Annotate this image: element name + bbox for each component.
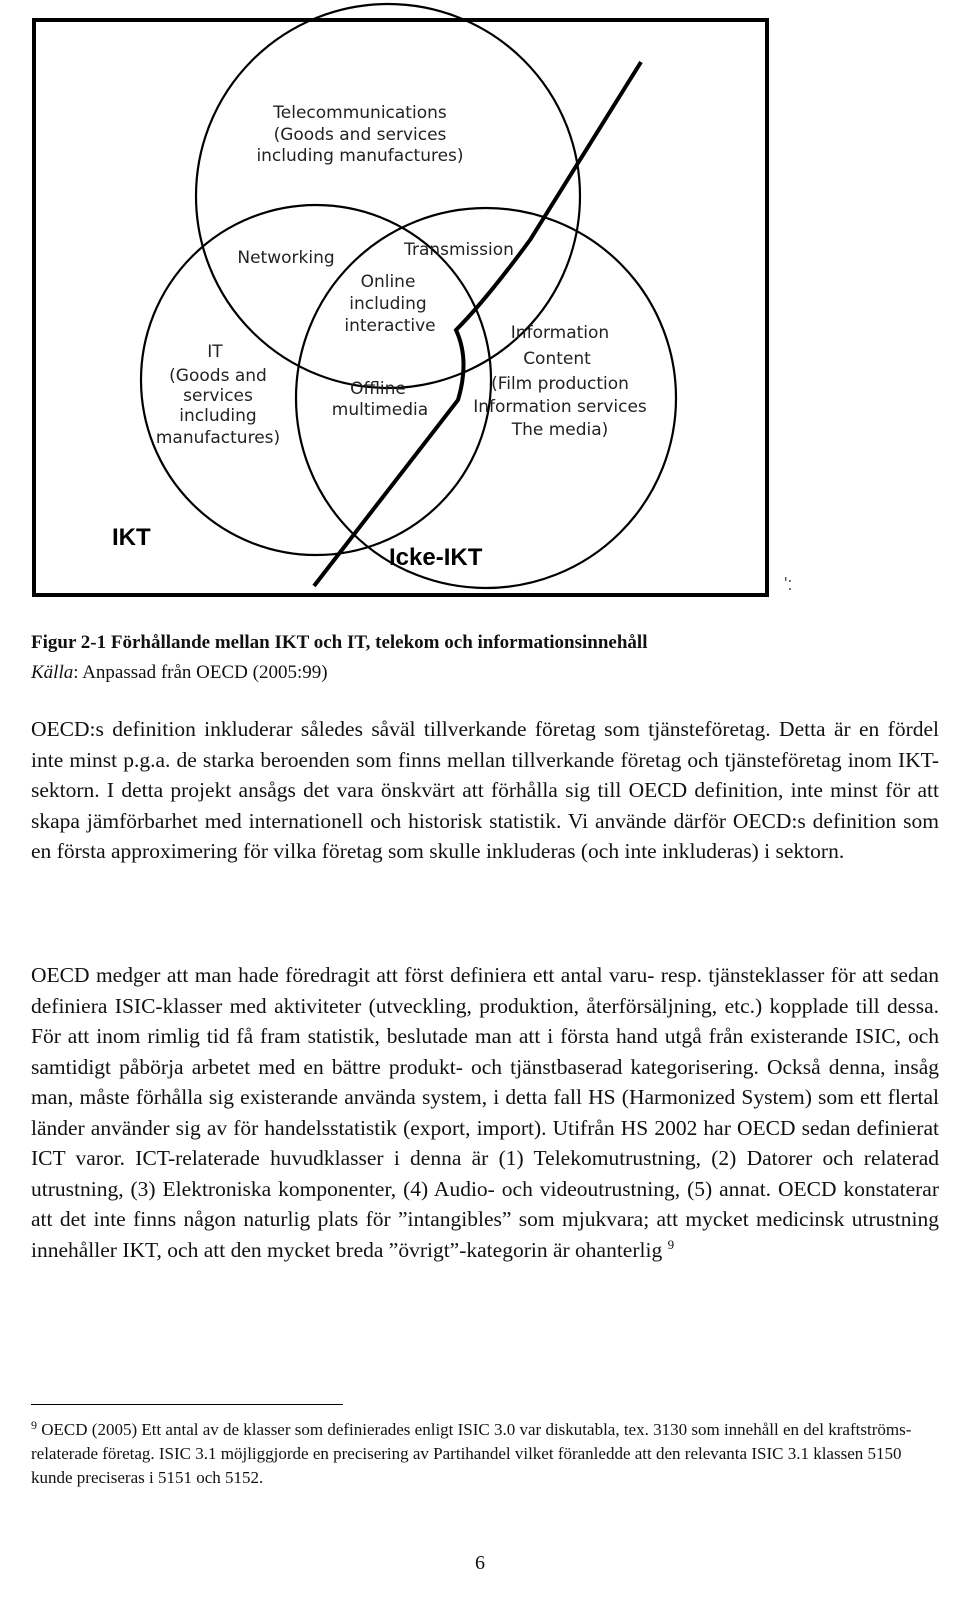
- telecom-line1: (Goods and services: [273, 125, 447, 145]
- footnote: [31, 1418, 936, 1490]
- paragraph-1: OECD:s definition inkluderar således såväl tillverkande företag som tjänsteföretag. Detta är en fördel inte minst p.g.a. de starka beroenden som finns mellan tillverkande företag och tjänsteföretag inom IKT-sektorn. I detta projekt ansågs det vara önskvärt att förhålla sig till OECD definition, inte minst för att skapa jämförbarhet med internationell och historisk statistik. Vi använde därför OECD:s definition som en första approximering för vilka företag som skulle inkluderas (och inte inkluderas) i sektorn.: [31, 717, 939, 863]
- venn-diagram: [0, 0, 960, 610]
- it-title: IT: [207, 342, 223, 362]
- offline-line1: Offline: [350, 379, 406, 399]
- online-line1: Online: [360, 272, 416, 292]
- paragraph-2-text: OECD medger att man hade föredragit att först definiera ett antal varu- resp. tjänsteklasser för att sedan definiera ISIC-klasser med aktiviteter (utveckling, produktion, återförsäljning, etc.) kopplade till dessa. För att inom rimlig tid få fram statistik, beslutade man att i första hand utgå från existerande ISIC, och samtidigt påbörja arbetet med en bättre produkt- och tjänstbaserad kategorisering. Också denna, insåg man, måste förhålla sig existerande använda system, i detta fall HS (Harmonized System) som ett flertal länder använder sig av för handelsstatistik (export, import). Utifrån HS 2002 har OECD sedan definierat ICT varor. ICT-relaterade huvudklasser i denna är (1) Telekomutrustning, (2) Datorer och relaterad utrustning, (3) Elektroniska komponenter, (4) Audio- och videoutrustning, (5) annat. OECD konstaterar att det inte finns någon naturlig plats för ”intangibles” som mjukvara; att mycket medicinsk utrustning innehåller IKT, och att den mycket breda ”övrigt”-kategorin är ohanterlig: [31, 963, 939, 1262]
- transmission-label: Transmission: [404, 240, 514, 260]
- it-line4: manufactures): [155, 428, 281, 448]
- info-title1: Information: [510, 323, 610, 343]
- footnote-divider: [31, 1404, 343, 1405]
- footnote-ref: 9: [667, 1236, 675, 1252]
- caption-source: [31, 658, 936, 688]
- caption-title: Figur 2-1 Förhållande mellan IKT och IT, telekom och informationsinnehåll: [31, 632, 648, 653]
- info-line2: Information services: [473, 397, 647, 417]
- paragraph-2: [31, 960, 939, 1265]
- stray-mark: ':: [784, 574, 793, 594]
- page-number: 6: [475, 1552, 485, 1574]
- caption-source-label: Källa: [31, 662, 74, 683]
- info-line3: The media): [511, 420, 609, 440]
- ikt-label: IKT: [112, 524, 151, 551]
- footnote-text: OECD (2005) Ett antal av de klasser som definierades enligt ISIC 3.0 var diskutabla, tex. 3130 som innehåll en del kraftströms-relaterade företag. ISIC 3.1 möjliggjorde en precisering av Partihandel vilket föranledde att den relevanta ISIC 3.1 klassen 5150 kunde preciseras i 5151 och 5152.: [31, 1420, 912, 1487]
- it-line2: services: [183, 386, 253, 406]
- info-title2: Content: [523, 349, 591, 369]
- online-line3: interactive: [344, 316, 436, 336]
- online-line2: including: [349, 294, 427, 314]
- telecom-title: Telecommunications: [273, 103, 447, 123]
- offline-line2: multimedia: [331, 400, 429, 420]
- info-line1: (Film production: [491, 374, 629, 394]
- venn-figure: [0, 0, 960, 610]
- icke-ikt-label: Icke-IKT: [389, 544, 483, 571]
- figure-caption: [31, 628, 936, 688]
- it-line3: including: [179, 406, 257, 426]
- it-line1: (Goods and: [169, 366, 267, 386]
- networking-label: Networking: [237, 248, 335, 268]
- telecom-line2: including manufactures): [256, 146, 464, 166]
- caption-source-text: : Anpassad från OECD (2005:99): [73, 662, 328, 683]
- footnote-number: 9: [31, 1418, 37, 1432]
